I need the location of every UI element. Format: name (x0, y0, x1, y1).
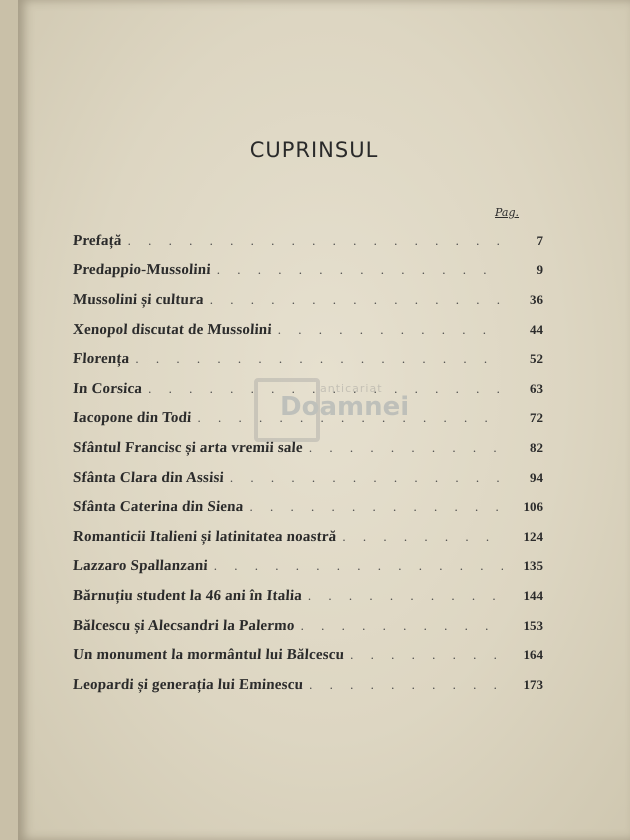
toc-entry-title: In Corsica (72, 380, 143, 397)
dot-leader (342, 526, 503, 548)
toc-entry-title: Xenopol discutat de Mussolini (72, 321, 273, 338)
toc-entry-title: Romanticii Italieni și latinitatea noastră (72, 528, 337, 545)
toc-entry (73, 256, 543, 286)
dot-leader (217, 259, 503, 281)
toc-entry-page: 82 (530, 439, 543, 455)
toc-entry (73, 492, 543, 522)
book-page (18, 0, 630, 840)
toc-entry-title: Leopardi și generația lui Eminescu (72, 676, 304, 693)
toc-entry (73, 670, 543, 700)
toc-entry-title: Florența (72, 351, 130, 368)
dot-leader (350, 644, 503, 666)
toc-entry (73, 552, 543, 582)
toc-entry-page: 124 (523, 528, 543, 544)
toc-entry-title: Predappio-Mussolini (72, 262, 212, 279)
toc-entry (73, 611, 543, 641)
toc-entry (73, 640, 543, 670)
toc-entry (73, 315, 543, 345)
dot-leader (308, 585, 503, 607)
toc-entry-page: 94 (530, 469, 543, 485)
toc-entry-page: 52 (530, 351, 543, 367)
dot-leader (214, 555, 503, 577)
toc-entry-title: Iacopone din Todi (72, 410, 193, 427)
toc-entry-page: 36 (530, 291, 543, 307)
toc-entry (73, 463, 543, 493)
toc-entry-page: 153 (523, 617, 543, 633)
watermark-big-text: Doamnei (280, 392, 410, 422)
toc-entry-title: Sfânta Clara din Assisi (72, 469, 225, 486)
dot-leader (301, 615, 503, 637)
toc-entry (73, 226, 543, 256)
page-title: CUPRINSUL (249, 138, 379, 162)
toc-entry (73, 522, 543, 552)
dot-leader (309, 674, 503, 696)
toc-entry-page: 164 (523, 647, 543, 663)
toc-entry-page: 44 (530, 321, 543, 337)
dot-leader (128, 230, 503, 252)
toc-entry (73, 581, 543, 611)
toc-entry-page: 63 (530, 380, 543, 396)
toc-entry (73, 344, 543, 374)
toc-entry-title: Mussolini și cultura (72, 291, 205, 308)
toc-entry-page: 7 (536, 232, 543, 248)
table-of-contents (73, 226, 543, 700)
dot-leader (210, 289, 503, 311)
toc-entry (73, 285, 543, 315)
toc-entry-page: 144 (523, 587, 543, 603)
toc-entry-title: Sfânta Caterina din Siena (72, 499, 245, 516)
toc-entry-title: Lazzaro Spallanzani (72, 558, 209, 575)
toc-entry-title: Un monument la mormântul lui Bălcescu (72, 647, 345, 664)
watermark-small-text: anticariat (320, 382, 383, 395)
toc-entry-page: 72 (530, 410, 543, 426)
dot-leader (230, 467, 503, 489)
watermark-logo (254, 378, 424, 448)
toc-entry-page: 173 (523, 676, 543, 692)
dot-leader (278, 319, 503, 341)
toc-entry-title: Bălcescu și Alecsandri la Palermo (72, 617, 296, 634)
toc-entry-title: Sfântul Francisc și arta vremii sale (72, 439, 304, 456)
toc-entry-page: 9 (536, 262, 543, 278)
toc-entry-page: 135 (523, 558, 543, 574)
page-column-label: Pag. (495, 206, 520, 219)
dot-leader (135, 348, 503, 370)
toc-entry-title: Prefață (72, 232, 123, 249)
toc-entry-page: 106 (523, 499, 543, 515)
dot-leader (249, 496, 503, 518)
toc-entry-title: Bărnuțiu student la 46 ani în Italia (72, 587, 303, 604)
